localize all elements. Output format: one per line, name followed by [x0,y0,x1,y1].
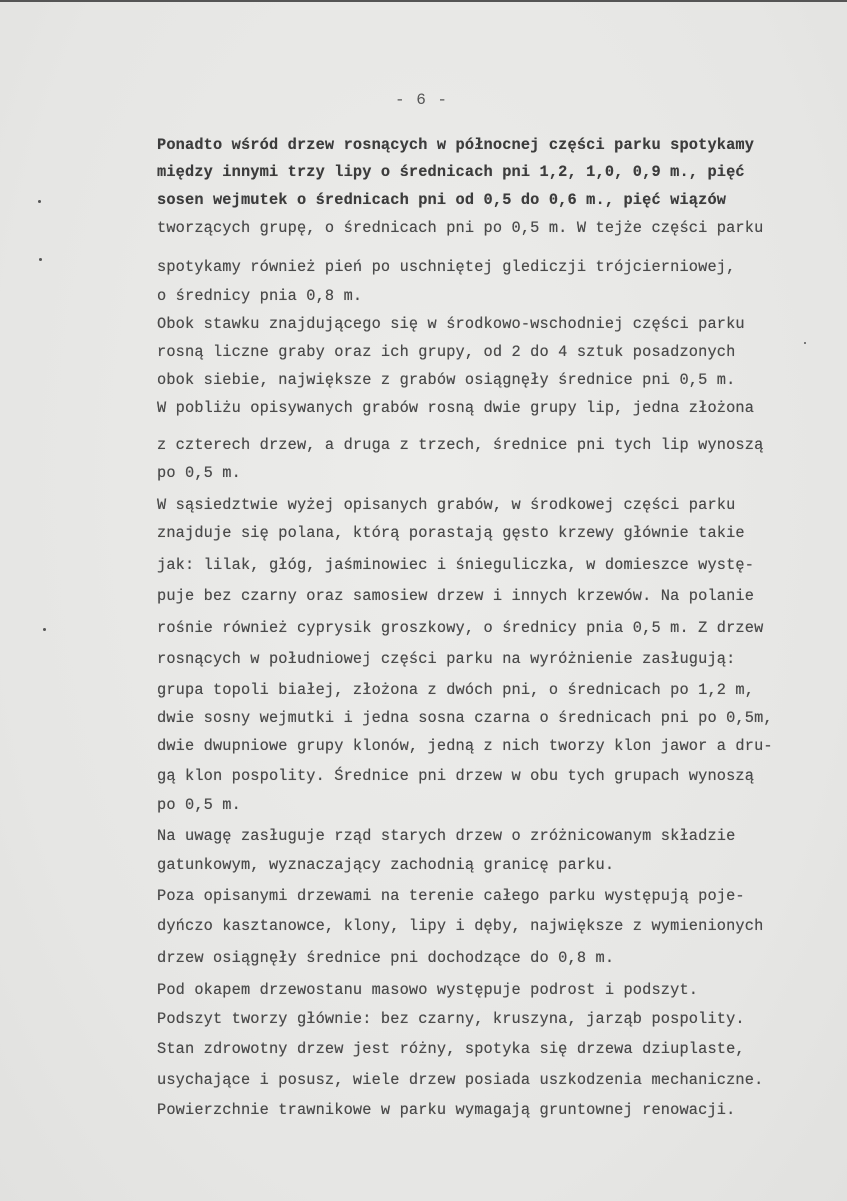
text-line: dwie sosny wejmutki i jedna sosna czarna o średnicach pni po 0,5m, [157,709,773,727]
text-line: W sąsiedztwie wyżej opisanych grabów, w środkowej części parku [157,496,736,514]
text-line: po 0,5 m. [157,464,241,482]
text-line: gą klon pospolity. Średnice pni drzew w obu tych grupach wynoszą [157,767,755,785]
page-number: - 6 - [395,91,449,109]
margin-mark [43,628,46,631]
text-line: drzew osiągnęły średnice pni dochodzące do 0,8 m. [157,949,615,967]
text-line: Obok stawku znajdującego się w środkowo-wschodniej części parku [157,315,745,333]
text-line: usychające i posusz, wiele drzew posiada uszkodzenia mechaniczne. [157,1071,764,1089]
text-line: po 0,5 m. [157,796,241,814]
text-line: między innymi trzy lipy o średnicach pni 1,2, 1,0, 0,9 m., pięć [157,163,745,181]
text-line: dwie dwupniowe grupy klonów, jedną z nich tworzy klon jawor a dru- [157,737,773,755]
text-line: spotykamy również pień po uschniętej glediczji trójcierniowej, [157,258,736,276]
text-line: gatunkowym, wyznaczający zachodnią granicę parku. [157,856,615,874]
text-line: o średnicy pnia 0,8 m. [157,287,363,305]
text-line: W pobliżu opisywanych grabów rosną dwie grupy lip, jedna złożona [157,399,755,417]
text-line: grupa topoli białej, złożona z dwóch pni, o średnicach po 1,2 m, [157,681,755,699]
text-line: obok siebie, największe z grabów osiągnęły średnice pni 0,5 m. [157,371,736,389]
text-line: Pod okapem drzewostanu masowo występuje podrost i podszyt. [157,981,699,999]
text-line: znajduje się polana, którą porastają gęsto krzewy głównie takie [157,524,745,542]
text-line: Poza opisanymi drzewami na terenie całego parku występują poje- [157,887,745,905]
text-line: rosnących w południowej części parku na wyróżnienie zasługują: [157,650,736,668]
text-line: rośnie również cyprysik groszkowy, o średnicy pnia 0,5 m. Z drzew [157,619,764,637]
text-line: tworzących grupę, o średnicach pni po 0,5 m. W tejże części parku [157,219,764,237]
text-line: Powierzchnie trawnikowe w parku wymagają gruntownej renowacji. [157,1101,736,1119]
text-line: puje bez czarny oraz samosiew drzew i innych krzewów. Na polanie [157,587,755,605]
text-line: Stan zdrowotny drzew jest różny, spotyka się drzewa dziuplaste, [157,1040,745,1058]
margin-mark [804,342,806,344]
text-line: Ponadto wśród drzew rosnących w północnej części parku spotykamy [157,136,755,154]
text-line: z czterech drzew, a druga z trzech, średnice pni tych lip wynoszą [157,436,764,454]
text-line: rosną liczne graby oraz ich grupy, od 2 do 4 sztuk posadzonych [157,343,736,361]
text-line: Na uwagę zasługuje rząd starych drzew o zróżnicowanym składzie [157,827,736,845]
text-line: Podszyt tworzy głównie: bez czarny, kruszyna, jarząb pospolity. [157,1010,745,1028]
text-line: jak: lilak, głóg, jaśminowiec i śnieguliczka, w domieszce wystę- [157,556,755,574]
text-line: dyńczo kasztanowce, klony, lipy i dęby, największe z wymienionych [157,917,764,935]
margin-mark [39,258,42,261]
margin-mark [38,200,41,203]
text-line: sosen wejmutek o średnicach pni od 0,5 do 0,6 m., pięć wiązów [157,191,727,209]
